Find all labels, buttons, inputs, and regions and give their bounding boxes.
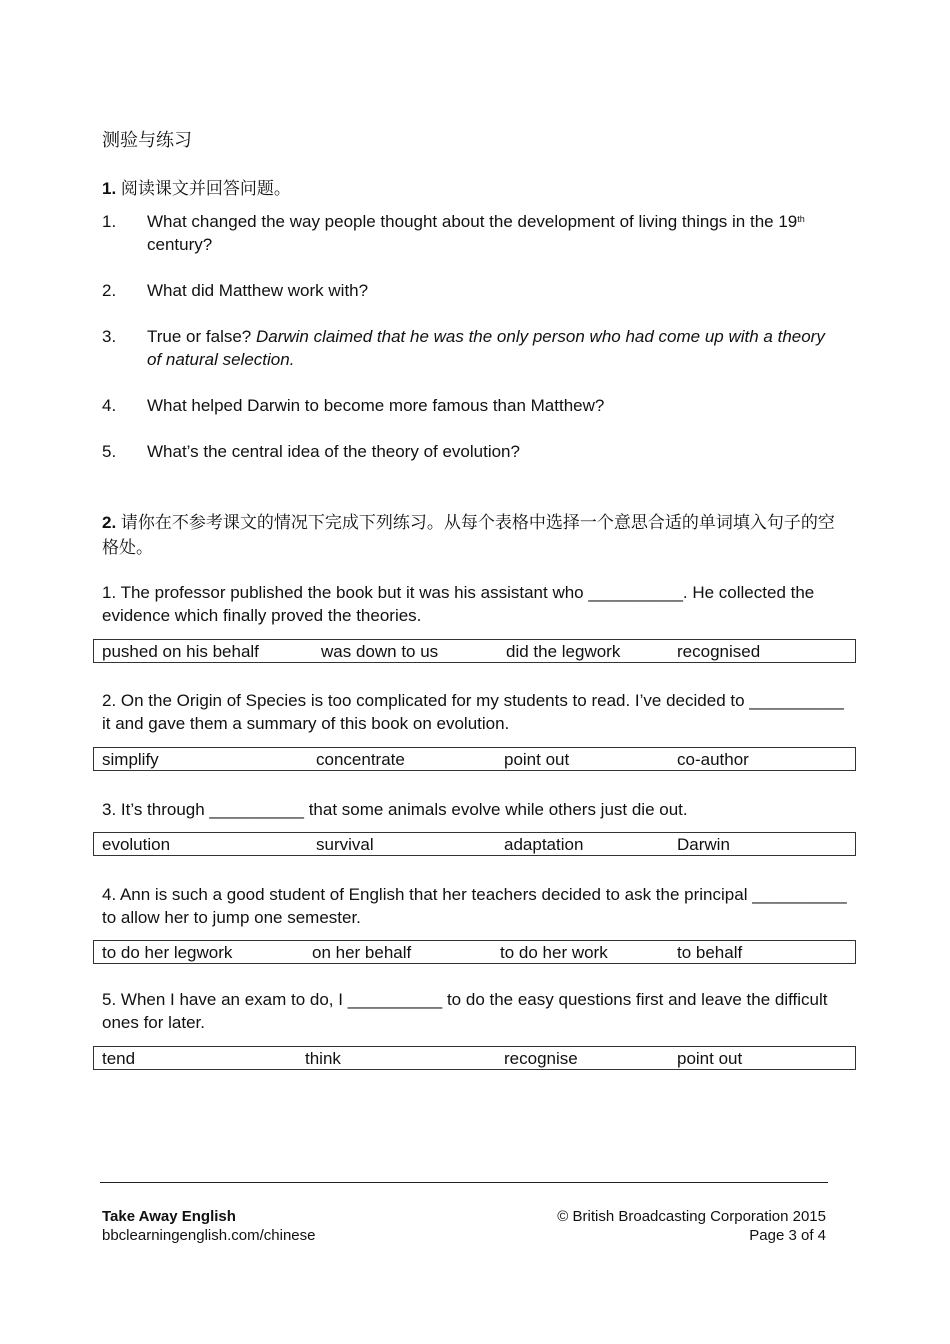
option[interactable]: point out: [504, 750, 570, 769]
option[interactable]: co-author: [677, 750, 749, 769]
option[interactable]: concentrate: [316, 750, 405, 769]
question-number: 4.: [102, 396, 117, 415]
question-number: 2.: [102, 281, 117, 300]
exercise-4-sentence: 4. Ann is such a good student of English that her teachers decided to ask the principal __________ to allow her to jump one semester.: [102, 885, 847, 927]
option[interactable]: did the legwork: [506, 642, 621, 661]
section-1-number: 1.: [102, 179, 117, 198]
option[interactable]: on her behalf: [312, 943, 412, 962]
exercise-3-options: [93, 832, 856, 856]
option[interactable]: was down to us: [321, 642, 439, 661]
question-number: 3.: [102, 327, 117, 346]
footer-copyright: © British Broadcasting Corporation 2015: [557, 1208, 826, 1225]
footer-divider: [100, 1182, 828, 1183]
question-text: True or false?: [147, 327, 256, 346]
question-text: What did Matthew work with?: [147, 281, 369, 300]
exercise-5-options: [93, 1046, 856, 1070]
question-number: 5.: [102, 442, 117, 461]
question-3: [102, 325, 842, 371]
question-5: [102, 440, 842, 463]
question-1: [102, 210, 842, 256]
option[interactable]: to do her legwork: [102, 943, 233, 962]
exercise-1-sentence: 1. The professor published the book but it was his assistant who __________. He collected the evidence which finally proved the theories.: [102, 583, 815, 625]
exercise-1-options: [93, 639, 856, 663]
question-text: What helped Darwin to become more famous than Matthew?: [147, 396, 605, 415]
section-1-heading: [102, 174, 291, 199]
exercise-4-options: [93, 940, 856, 964]
question-number: 1.: [102, 212, 117, 231]
footer-url[interactable]: bbclearningenglish.com/chinese: [102, 1227, 316, 1244]
option[interactable]: Darwin: [677, 835, 730, 854]
question-text: What’s the central idea of the theory of evolution?: [147, 442, 520, 461]
option[interactable]: survival: [316, 835, 374, 854]
exercise-2-sentence: 2. On the Origin of Species is too complicated for my students to read. I’ve decided to __________ it and gave them a summary of this book on evolution.: [102, 691, 844, 733]
footer-right: [557, 1207, 826, 1245]
option[interactable]: think: [305, 1049, 341, 1068]
option[interactable]: to do her work: [500, 943, 608, 962]
option[interactable]: to behalf: [677, 943, 743, 962]
option[interactable]: recognise: [504, 1049, 578, 1068]
option[interactable]: simplify: [102, 750, 159, 769]
footer-left: [102, 1207, 315, 1245]
option[interactable]: point out: [677, 1049, 743, 1068]
exercise-5-sentence: 5. When I have an exam to do, I __________ to do the easy questions first and leave the difficult ones for later.: [102, 990, 828, 1032]
exercise-2-options: [93, 747, 856, 771]
section-2-heading: [102, 510, 847, 560]
page-title: 测验与练习: [102, 130, 192, 150]
option[interactable]: pushed on his behalf: [102, 642, 259, 661]
section-1-instruction: 阅读课文并回答问题。: [120, 179, 291, 198]
footer-brand: Take Away English: [102, 1208, 236, 1225]
superscript: th: [797, 214, 805, 224]
question-2: [102, 279, 842, 302]
option[interactable]: tend: [102, 1049, 136, 1068]
section-2-number: 2.: [102, 513, 117, 532]
question-statement: Darwin claimed that he was the only person who had come up with a theory of natural selection.: [147, 327, 825, 369]
page-number: Page 3 of 4: [749, 1227, 826, 1244]
question-4: [102, 394, 842, 417]
exercise-3-sentence: 3. It’s through __________ that some animals evolve while others just die out.: [102, 800, 688, 819]
question-text: What changed the way people thought about the development of living things in the 19: [147, 212, 798, 231]
option[interactable]: evolution: [102, 835, 171, 854]
section-2-instruction: 请你在不参考课文的情况下完成下列练习。从每个表格中选择一个意思合适的单词填入句子的空格处。: [102, 513, 835, 557]
option[interactable]: recognised: [677, 642, 761, 661]
option[interactable]: adaptation: [504, 835, 584, 854]
question-text-cont: century?: [147, 235, 213, 254]
